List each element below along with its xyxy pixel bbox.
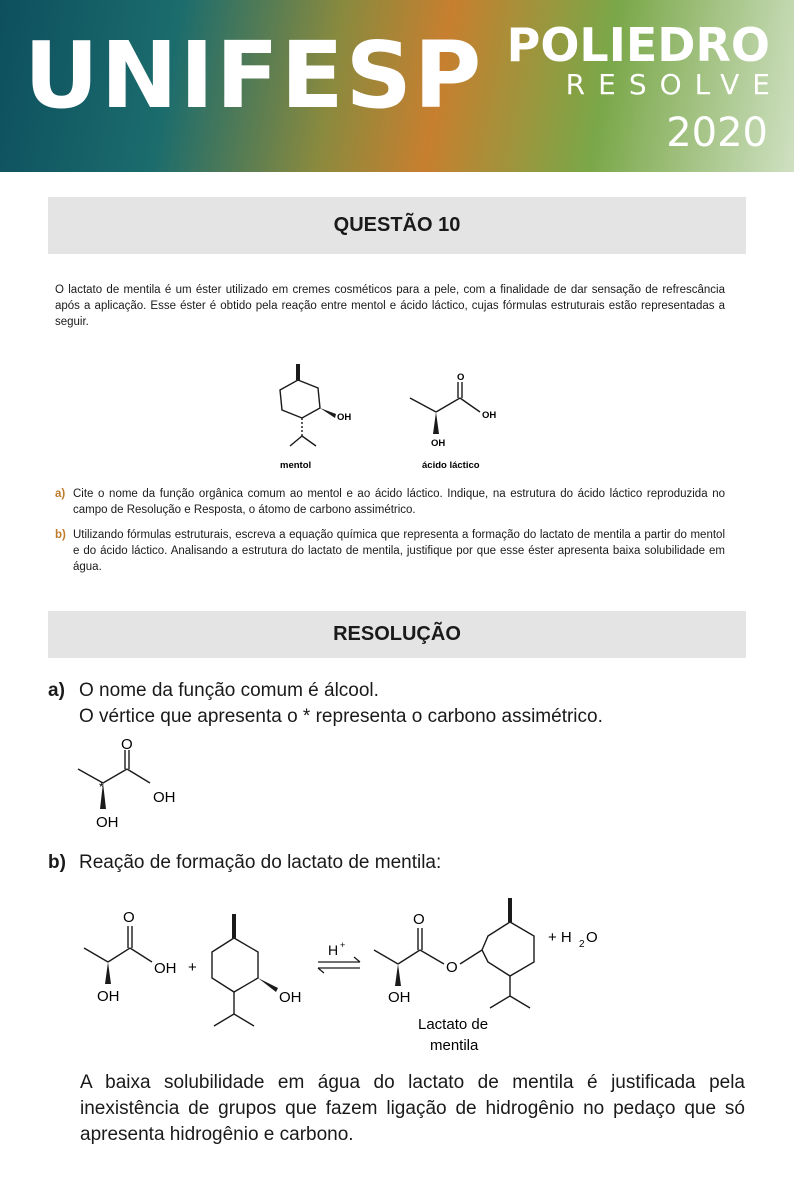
exam-title: UNIFESP	[24, 22, 484, 129]
water-oxygen: O	[586, 929, 598, 946]
ester-oxygen: O	[446, 959, 458, 976]
brand-logo	[506, 18, 783, 102]
question-title-bar	[48, 197, 746, 254]
water-subscript: 2	[579, 939, 585, 950]
mentol-oh: OH	[337, 412, 352, 423]
svg-text:OH: OH	[97, 988, 120, 1005]
item-text: Utilizando fórmulas estruturais, escreva a equação química que representa a formação do lactato de mentila a partir do mentol e do ácido láctico. Analisando a estrutura do lactato de mentila, justifique por que esse éster apresenta baixa solubilidade em água.	[73, 529, 725, 573]
exam-year: 2020	[666, 110, 768, 156]
question-item-b	[55, 527, 725, 575]
mentol-structure	[280, 364, 320, 446]
lactic-oh-bottom: OH	[431, 438, 446, 449]
lactic-acid-structure	[410, 382, 480, 412]
answer-a	[48, 678, 748, 730]
answer-a-line2: O vértice que apresenta o * representa o carbono assimétrico.	[79, 706, 603, 727]
question-title: QUESTÃO 10	[333, 214, 461, 236]
product-label-2: mentila	[430, 1037, 479, 1054]
o-label: O	[121, 736, 133, 753]
resolution-title: RESOLUÇÃO	[333, 623, 461, 645]
question-item-a	[55, 486, 725, 518]
item-label: b)	[55, 529, 66, 541]
conclusion-text: A baixa solubilidade em água do lactato de mentila é justificada pela inexistência de grupos que fazem ligação de hidrogênio no pedaço que só apresenta hidrogênio e carbono.	[80, 1072, 745, 1145]
catalyst: H	[328, 942, 339, 958]
answer-b	[48, 850, 748, 876]
reaction-scheme	[70, 880, 670, 1060]
catalyst-sup: +	[340, 940, 346, 950]
question-structures	[250, 340, 550, 475]
svg-text:OH: OH	[154, 960, 177, 977]
answer-a-line1: O nome da função comum é álcool.	[79, 680, 379, 701]
brand-subtitle: RESOLVE	[565, 68, 783, 101]
water-term: + H	[548, 929, 572, 946]
svg-text:O: O	[123, 909, 135, 926]
oh-label: OH	[153, 789, 176, 806]
lactic-label: ácido láctico	[422, 460, 480, 471]
chiral-star: *	[99, 780, 104, 794]
resolution-title-bar	[48, 611, 746, 658]
mentol-label: mentol	[280, 460, 312, 471]
brand-name: POLIEDRO	[506, 18, 770, 72]
answer-a-structure	[70, 735, 200, 835]
lactic-o: O	[457, 372, 465, 383]
item-text: Cite o nome da função orgânica comum ao mentol e ao ácido láctico. Indique, na estrutura do ácido láctico reproduzida no campo de Resolução e Resposta, o átomo de carbono assimétrico.	[73, 488, 725, 516]
answer-a-label: a)	[48, 680, 65, 701]
lactic-oh: OH	[482, 410, 497, 421]
svg-text:OH: OH	[388, 989, 411, 1006]
answer-b-label: b)	[48, 852, 66, 873]
svg-text:O: O	[413, 911, 425, 928]
page-header	[0, 0, 794, 172]
plus-sign: +	[188, 959, 197, 976]
svg-text:OH: OH	[279, 989, 302, 1006]
equilibrium-arrow	[318, 957, 360, 973]
item-label: a)	[55, 488, 66, 500]
product-label-1: Lactato de	[418, 1016, 489, 1033]
answer-b-line: Reação de formação do lactato de mentila:	[79, 852, 442, 873]
oh-bottom-label: OH	[96, 814, 119, 831]
asterisk-marker: *	[302, 706, 311, 727]
question-intro: O lactato de mentila é um éster utilizado em cremes cosméticos para a pele, com a finalidade de dar sensação de refrescância após a aplicação. Esse éster é obtido pela reação entre mentol e ácido láctico, cujas fórmulas estruturais estão representadas a seguir.	[55, 284, 725, 328]
